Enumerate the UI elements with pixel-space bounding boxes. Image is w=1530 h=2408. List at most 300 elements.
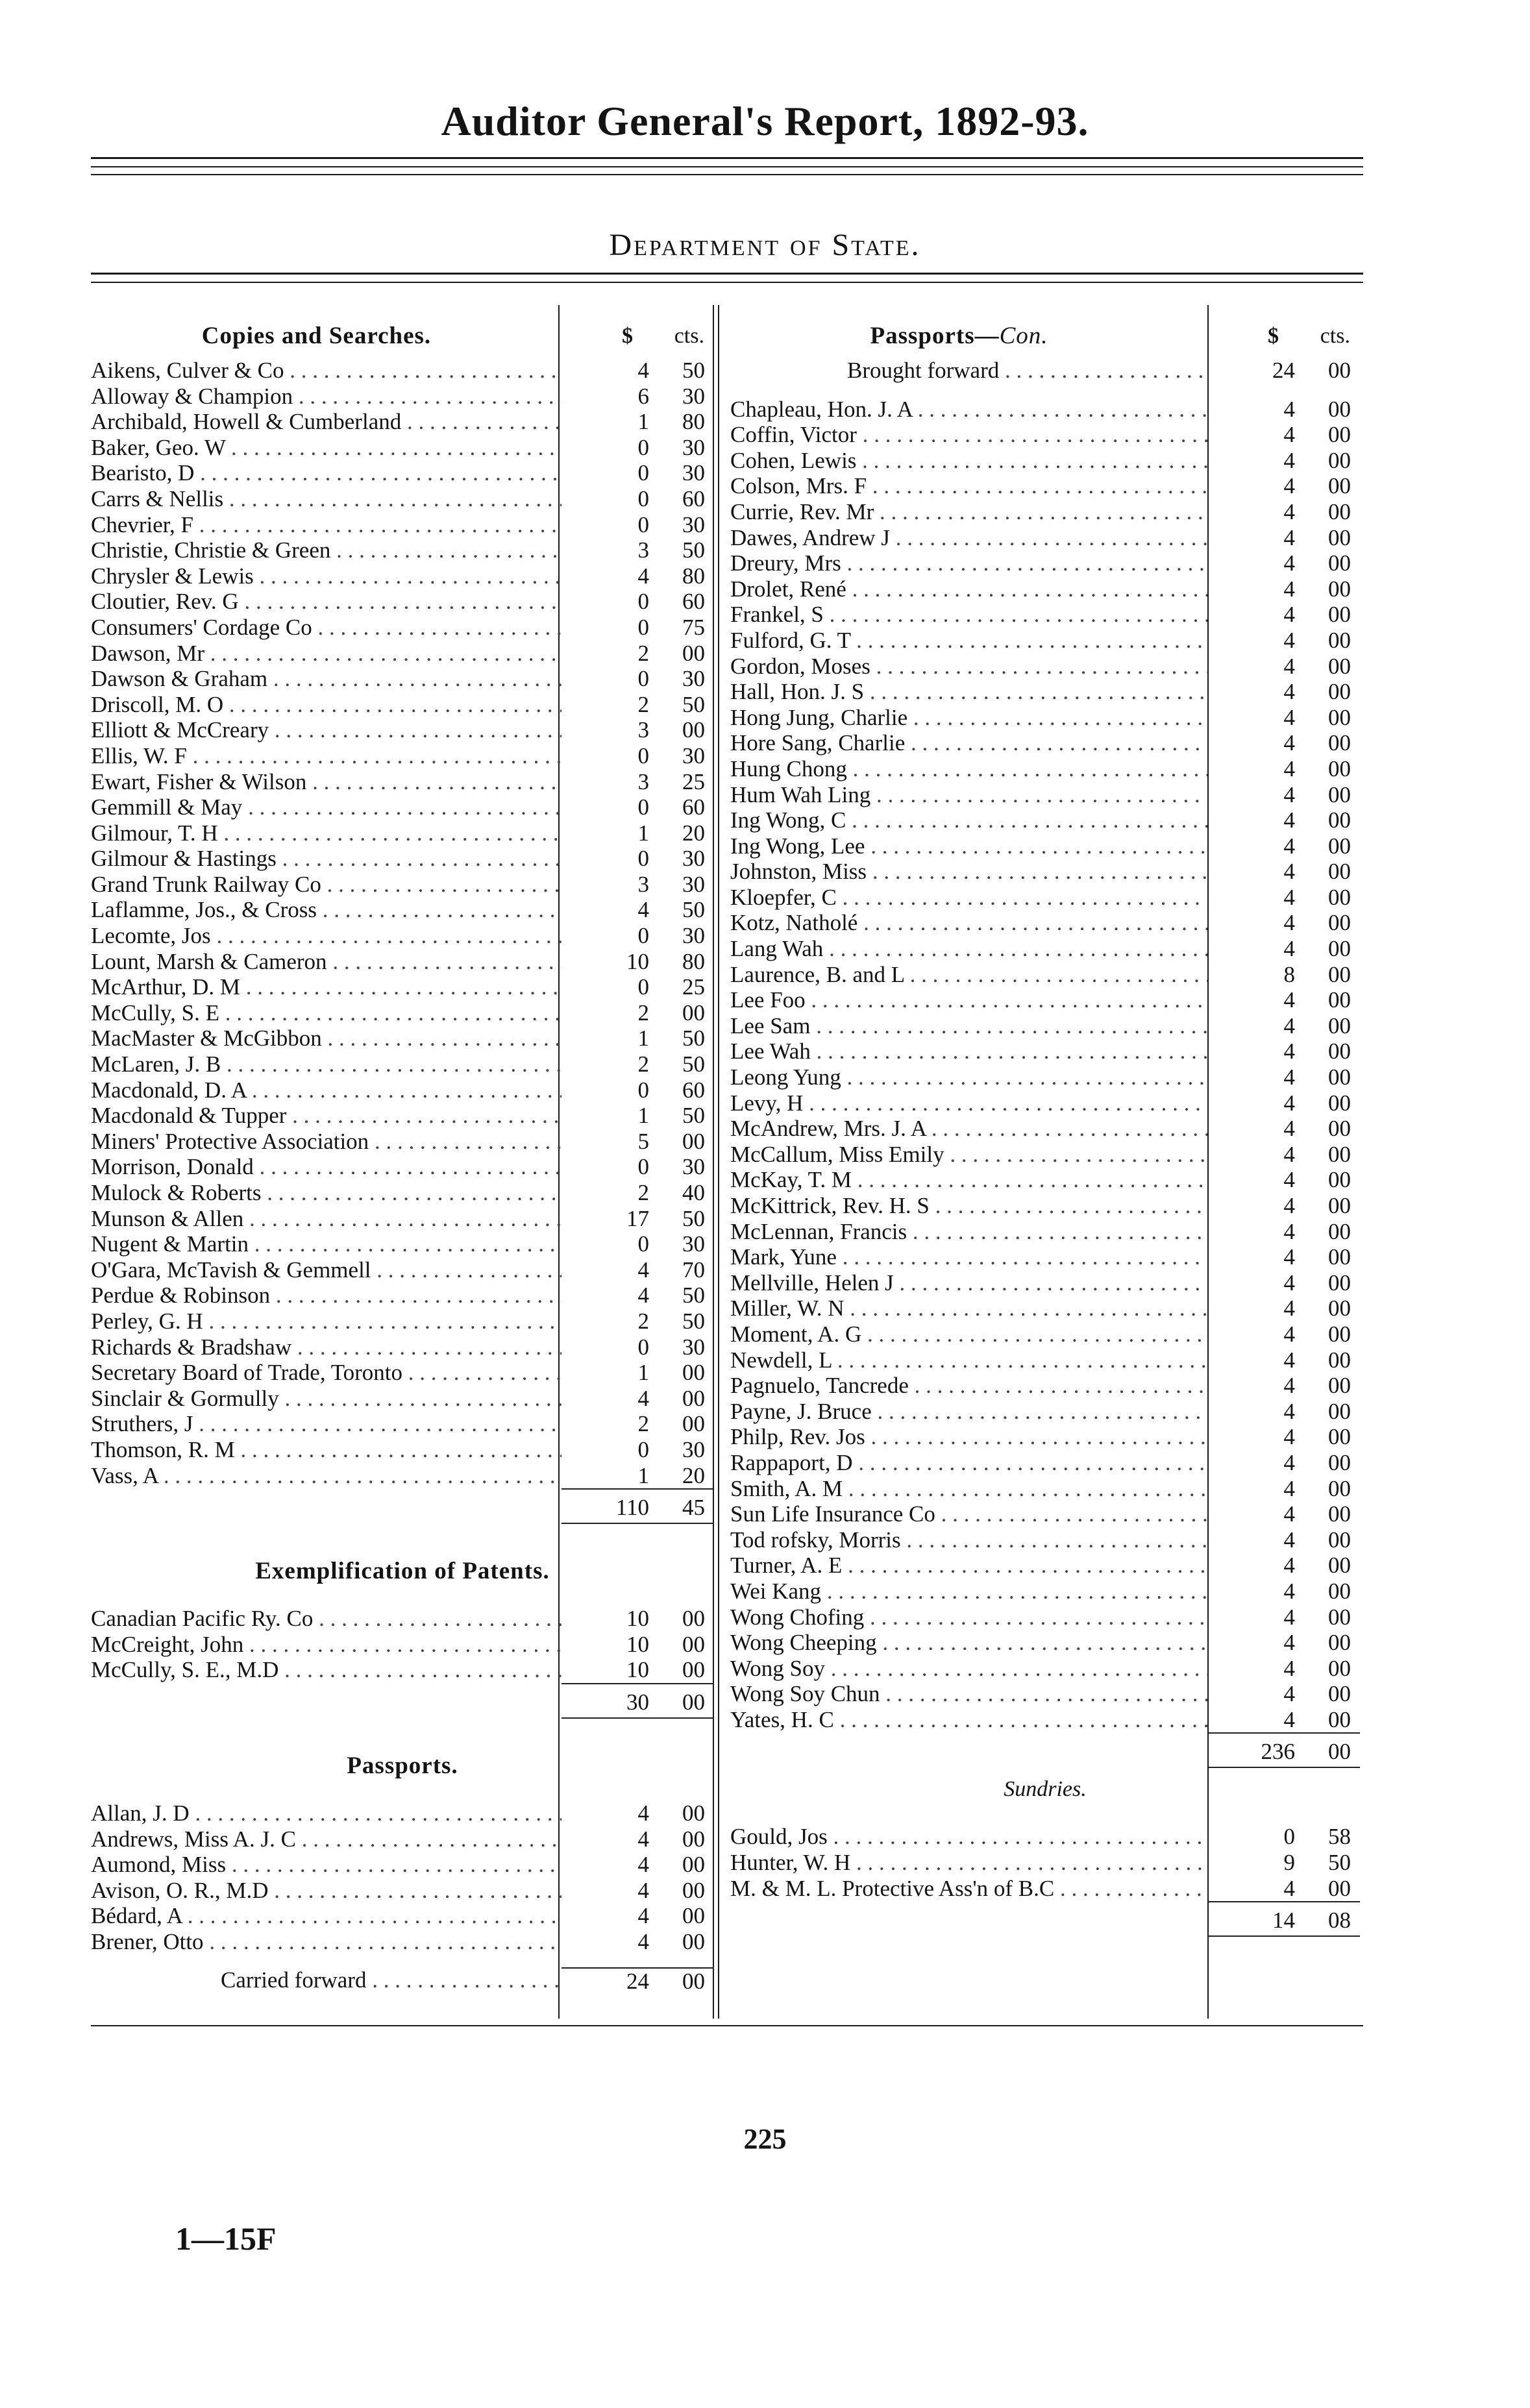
entry-dollars: 4 [637,1852,649,1878]
table-row [91,1103,714,1129]
table-row [730,1707,1360,1733]
table-row [91,949,714,975]
entry-dollars: 4 [637,1928,649,1954]
table-row [91,384,714,410]
entry-dollars: 10 [626,1631,649,1657]
entry-name: Macdonald & Tupper . . . [91,1103,561,1129]
entry-dollars: 0 [637,460,649,486]
entry-dollars: 4 [1283,1475,1295,1501]
entry-cents: 00 [1328,1116,1351,1142]
page-number: 225 [743,2123,787,2155]
entry-name: Wong Cheeping . . . [730,1630,1207,1656]
entry-name: Currie, Rev. Mr . . . [730,499,1207,525]
entry-name: Ing Wong, Lee . . . [730,833,1207,859]
entry-name: Richards & Bradshaw . . . [91,1334,561,1360]
entry-cents: 00 [1328,576,1351,602]
entry-cents: 00 [1328,602,1351,628]
entry-dollars: 1 [637,1103,649,1129]
entry-cents: 00 [1328,447,1351,473]
table-row [91,537,714,563]
entry-name: Smith, A. M . . . [730,1476,1207,1502]
entry-name: Allan, J. D . . . [91,1800,561,1826]
entry-dollars: 0 [1283,1824,1295,1850]
passports-heading: Passports. [347,1752,458,1779]
table-row [91,1657,714,1683]
total-cents: 45 [682,1495,705,1521]
entry-cents: 00 [1328,1218,1351,1244]
entry-cents: 50 [682,1205,705,1231]
entry-name: Leong Yung . . . [730,1064,1207,1090]
entry-cents: 30 [682,1231,705,1257]
entry-name: Andrews, Miss A. J. C . . . [91,1826,561,1852]
entry-dollars: 4 [1283,1321,1295,1347]
entry-name: MacMaster & McGibbon . . . [91,1026,561,1051]
brought-dollars: 24 [1272,358,1295,383]
table-row [91,1129,714,1155]
passports-con-total-row [730,1732,1360,1768]
entry-cents: 30 [682,511,705,537]
entry-name: McLennan, Francis . . . [730,1219,1207,1245]
entry-name: Aikens, Culver & Co . . . [91,358,561,384]
table-row [730,1244,1360,1270]
entry-dollars: 4 [1283,1875,1295,1901]
table-row [91,1334,714,1360]
entry-cents: 00 [1328,910,1351,936]
table-row [91,563,714,589]
department-rule-top [91,273,1363,275]
table-row [91,486,714,512]
entry-name: McKittrick, Rev. H. S . . . [730,1193,1207,1219]
total-dollars: 30 [626,1689,649,1715]
entry-cents: 20 [682,1462,705,1488]
table-row [730,807,1360,833]
department-heading: Department of State. [609,228,921,262]
total-cents: 00 [682,1689,705,1715]
table-row [91,1077,714,1103]
table-row [730,628,1360,654]
entry-name: Baker, Geo. W . . . [91,435,561,461]
entry-cents: 00 [1328,1630,1351,1656]
cents-header: cts. [674,324,704,348]
entry-name: Dawson & Graham . . . [91,666,561,692]
table-row [91,1026,714,1051]
table-row [730,962,1360,988]
table-row [91,435,714,461]
entry-name: Hum Wah Ling . . . [730,782,1207,808]
table-row [730,1347,1360,1373]
table-row [91,1360,714,1386]
table-row [91,1206,714,1232]
table-row [91,1283,714,1308]
entry-name: Mellville, Helen J . . . [730,1270,1207,1296]
entry-cents: 30 [682,1334,705,1360]
entry-dollars: 4 [637,1283,649,1308]
entry-cents: 80 [682,563,705,589]
entry-dollars: 4 [1283,781,1295,807]
entry-dollars: 4 [1283,498,1295,524]
entry-dollars: 9 [1283,1850,1295,1876]
table-row [730,1270,1360,1296]
entry-dollars: 4 [1283,1553,1295,1579]
table-row [91,974,714,1000]
entry-dollars: 0 [637,1436,649,1462]
entry-dollars: 1 [637,1462,649,1488]
entry-cents: 00 [1328,704,1351,730]
entry-dollars: 4 [637,1800,649,1826]
entry-name: Chapleau, Hon. J. A . . . [730,397,1207,423]
entry-dollars: 4 [637,1385,649,1411]
entry-name: Tod rofsky, Morris . . . [730,1527,1207,1553]
entry-name: Nugent & Martin . . . [91,1231,561,1257]
entry-cents: 30 [682,1154,705,1180]
brought-forward-label: Brought forward . . . [730,358,1207,384]
entry-dollars: 0 [637,1154,649,1180]
entry-name: Mulock & Roberts . . . [91,1180,561,1206]
entry-name: Archibald, Howell & Cumberland . . . [91,409,561,435]
entry-name: Gordon, Moses . . . [730,654,1207,680]
entry-dollars: 4 [1283,447,1295,473]
table-row [91,1000,714,1026]
entry-dollars: 0 [637,846,649,872]
entry-name: Dawson, Mr . . . [91,641,561,667]
table-row [730,1579,1360,1604]
table-row [730,1167,1360,1193]
entry-cents: 00 [682,1657,705,1683]
table-row [91,589,714,615]
sundries-total-row [730,1901,1360,1937]
entry-dollars: 4 [1283,550,1295,576]
entry-cents: 00 [682,1852,705,1878]
entry-dollars: 0 [637,614,649,640]
entry-name: Johnston, Miss . . . [730,859,1207,885]
entry-cents: 00 [1328,1038,1351,1064]
entry-name: McCully, S. E . . . [91,1000,561,1026]
entry-cents: 00 [1328,498,1351,524]
entry-name: O'Gara, McTavish & Gemmell . . . [91,1257,561,1283]
entry-cents: 00 [1328,1321,1351,1347]
left-column [91,315,714,1993]
entry-dollars: 8 [1283,961,1295,987]
entry-dollars: 1 [637,820,649,846]
total-dollars: 236 [1261,1739,1295,1765]
table-row [730,448,1360,474]
passports-con-header-row [730,315,1360,358]
entry-name: Gould, Jos . . . [730,1824,1207,1850]
entry-cents: 00 [682,1360,705,1386]
copies-header-row [91,315,714,358]
entry-dollars: 1 [637,1360,649,1386]
table-row [91,1606,714,1632]
table-row [91,1437,714,1463]
entry-dollars: 4 [1283,859,1295,885]
entry-cents: 00 [1328,550,1351,576]
entry-dollars: 1 [637,409,649,435]
entry-dollars: 4 [1283,1527,1295,1553]
entry-name: Cohen, Lewis . . . [730,448,1207,474]
table-row [91,717,714,743]
entry-name: Dreury, Mrs . . . [730,550,1207,576]
entry-name: Philp, Rev. Jos . . . [730,1424,1207,1450]
table-row [730,1850,1360,1876]
entry-cents: 30 [682,666,705,692]
entry-dollars: 4 [1283,1373,1295,1399]
entry-name: Consumers' Cordage Co . . . [91,615,561,641]
entry-name: Bédard, A . . . [91,1903,561,1929]
entry-cents: 00 [1328,1604,1351,1630]
total-dollars: 14 [1272,1908,1295,1934]
entry-name: Kloepfer, C . . . [730,885,1207,911]
table-row [91,872,714,898]
entry-dollars: 2 [637,1180,649,1205]
entry-name: Hall, Hon. J. S . . . [730,679,1207,705]
entry-dollars: 2 [637,1411,649,1437]
entry-dollars: 4 [1283,1424,1295,1450]
entry-dollars: 2 [637,1051,649,1077]
entry-dollars: 4 [1283,1604,1295,1630]
sundries-heading: Sundries. [1004,1777,1087,1802]
table-row [91,1826,714,1852]
entry-cents: 00 [682,1631,705,1657]
entry-name: Sinclair & Gormully . . . [91,1386,561,1412]
entry-dollars: 0 [637,589,649,615]
entry-name: McCreight, John . . . [91,1632,561,1658]
entry-cents: 00 [1328,1681,1351,1707]
entry-dollars: 4 [637,1257,649,1283]
entry-cents: 60 [682,1077,705,1103]
entry-name: Brener, Otto . . . [91,1929,561,1955]
carried-forward-label: Carried forward . . . [91,1967,561,1993]
table-row [91,1154,714,1180]
entry-dollars: 4 [1283,1270,1295,1296]
table-row [730,1193,1360,1219]
entry-dollars: 4 [1283,602,1295,628]
entry-name: Perdue & Robinson . . . [91,1283,561,1308]
table-row [91,769,714,795]
table-row [91,897,714,923]
entry-cents: 70 [682,1257,705,1283]
continued-label: Con. [999,323,1048,349]
entry-cents: 00 [1328,756,1351,781]
patents-list [91,1606,714,1683]
entry-name: Hung Chong . . . [730,756,1207,782]
table-row [730,910,1360,936]
entry-cents: 00 [1328,936,1351,962]
entry-cents: 50 [682,358,705,383]
entry-dollars: 6 [637,383,649,409]
table-row [91,1929,714,1955]
entry-cents: 30 [682,383,705,409]
table-row [91,1231,714,1257]
patents-heading: Exemplification of Patents. [255,1558,550,1585]
entry-dollars: 4 [1283,627,1295,653]
entry-dollars: 2 [637,1308,649,1334]
entry-name: McArthur, D. M . . . [91,974,561,1000]
table-row [91,460,714,486]
entry-name: Carrs & Nellis . . . [91,486,561,512]
entry-cents: 00 [1328,1475,1351,1501]
entry-dollars: 2 [637,691,649,717]
entry-cents: 00 [1328,1424,1351,1450]
table-row [91,512,714,538]
entry-cents: 00 [1328,987,1351,1013]
carried-forward-row [91,1967,714,1993]
entry-dollars: 0 [637,1231,649,1257]
table-row [730,833,1360,859]
table-row [730,1296,1360,1321]
entry-cents: 00 [1328,1193,1351,1218]
entry-cents: 60 [682,485,705,511]
entry-name: Gilmour & Hastings . . . [91,846,561,872]
table-row [91,1257,714,1283]
entry-name: Gemmill & May . . . [91,794,561,820]
total-cents: 08 [1328,1908,1351,1934]
table-row [730,936,1360,962]
sundries-list [730,1824,1360,1901]
page-title: Auditor General's Report, 1892-93. [441,98,1089,144]
entry-cents: 50 [682,1103,705,1129]
entry-cents: 50 [682,897,705,923]
table-row [730,1116,1360,1142]
entry-name: Canadian Pacific Ry. Co . . . [91,1606,561,1632]
entry-dollars: 4 [1283,1655,1295,1681]
entry-name: Avison, O. R., M.D . . . [91,1878,561,1904]
table-row [730,679,1360,705]
entry-cents: 00 [682,1128,705,1154]
copies-heading: Copies and Searches. [201,323,432,349]
right-column [730,315,1360,1937]
entry-name: Colson, Mrs. F . . . [730,473,1207,499]
entry-name: Wong Soy Chun . . . [730,1681,1207,1707]
table-row [730,1064,1360,1090]
table-row [730,1476,1360,1502]
table-row [730,1219,1360,1245]
entry-name: Miners' Protective Association . . . [91,1129,561,1155]
table-row [730,602,1360,628]
table-row [91,923,714,949]
entry-dollars: 0 [637,923,649,949]
table-row [91,1800,714,1826]
table-row [91,794,714,820]
entry-dollars: 4 [1283,910,1295,936]
entry-dollars: 0 [637,511,649,537]
entry-cents: 00 [682,1411,705,1437]
entry-cents: 00 [1328,781,1351,807]
entry-cents: 50 [682,1026,705,1051]
table-row [91,1463,714,1489]
table-row [730,1527,1360,1553]
table-row [91,1852,714,1878]
table-row [730,987,1360,1013]
table-row [91,1308,714,1334]
table-row [91,1903,714,1929]
entry-dollars: 3 [637,717,649,743]
table-row [730,1090,1360,1116]
entry-name: Frankel, S . . . [730,602,1207,628]
entry-dollars: 4 [1283,1398,1295,1424]
entry-dollars: 3 [637,768,649,794]
entry-cents: 00 [1328,859,1351,885]
table-row [91,1411,714,1437]
brought-forward-row [730,358,1360,384]
entry-dollars: 3 [637,537,649,563]
table-row [730,499,1360,525]
entry-dollars: 4 [637,1903,649,1929]
entry-dollars: 4 [1283,1167,1295,1193]
entry-cents: 00 [1328,1373,1351,1399]
entry-cents: 00 [1328,730,1351,756]
entry-name: Turner, A. E . . . [730,1553,1207,1579]
entry-cents: 00 [1328,1655,1351,1681]
table-row [730,756,1360,782]
table-row [91,846,714,872]
table-row [91,1878,714,1904]
entry-dollars: 4 [1283,730,1295,756]
entry-cents: 50 [682,1051,705,1077]
entry-dollars: 0 [637,666,649,692]
entry-name: Coffin, Victor . . . [730,422,1207,448]
entry-dollars: 4 [1283,473,1295,499]
entry-name: Drolet, René . . . [730,576,1207,602]
entry-cents: 20 [682,820,705,846]
entry-dollars: 4 [637,1877,649,1903]
entry-dollars: 10 [626,948,649,974]
entry-dollars: 4 [1283,1347,1295,1373]
entry-cents: 00 [1328,627,1351,653]
passports-list [91,1800,714,1955]
entry-cents: 00 [1328,1875,1351,1901]
entry-name: Chevrier, F . . . [91,512,561,538]
dollars-header: $ [622,324,633,348]
entry-dollars: 4 [1283,1090,1295,1116]
entry-name: Struthers, J . . . [91,1411,561,1437]
entry-cents: 00 [1328,833,1351,859]
table-row [730,1013,1360,1039]
entry-name: Vass, A . . . [91,1463,561,1489]
entry-name: Lecomte, Jos . . . [91,923,561,949]
entry-cents: 30 [682,460,705,486]
entry-dollars: 4 [1283,1244,1295,1270]
entry-name: Secretary Board of Trade, Toronto . . . [91,1360,561,1386]
table-row [730,1681,1360,1707]
entry-cents: 30 [682,923,705,949]
entry-cents: 00 [1328,1141,1351,1167]
entry-cents: 80 [682,409,705,435]
table-row [730,576,1360,602]
title-rule-third [91,174,1363,175]
entry-name: Alloway & Champion . . . [91,384,561,410]
entry-name: Newdell, L . . . [730,1347,1207,1373]
table-row [91,820,714,846]
table-row [730,1876,1360,1902]
passports-con-list [730,397,1360,1733]
entry-cents: 50 [682,1283,705,1308]
entry-cents: 80 [682,948,705,974]
entry-dollars: 4 [1283,1449,1295,1475]
entry-dollars: 4 [1283,1141,1295,1167]
entry-name: Lee Wah . . . [730,1038,1207,1064]
entry-name: Christie, Christie & Green . . . [91,537,561,563]
entry-cents: 00 [1328,884,1351,910]
total-dollars: 110 [615,1495,649,1521]
entry-cents: 50 [682,1308,705,1334]
entry-dollars: 0 [637,794,649,820]
entry-cents: 25 [682,974,705,1000]
cents-header: cts. [1320,324,1350,348]
table-row [730,397,1360,423]
entry-dollars: 4 [1283,524,1295,550]
entry-cents: 00 [1328,1244,1351,1270]
brought-cents: 00 [1328,358,1351,383]
